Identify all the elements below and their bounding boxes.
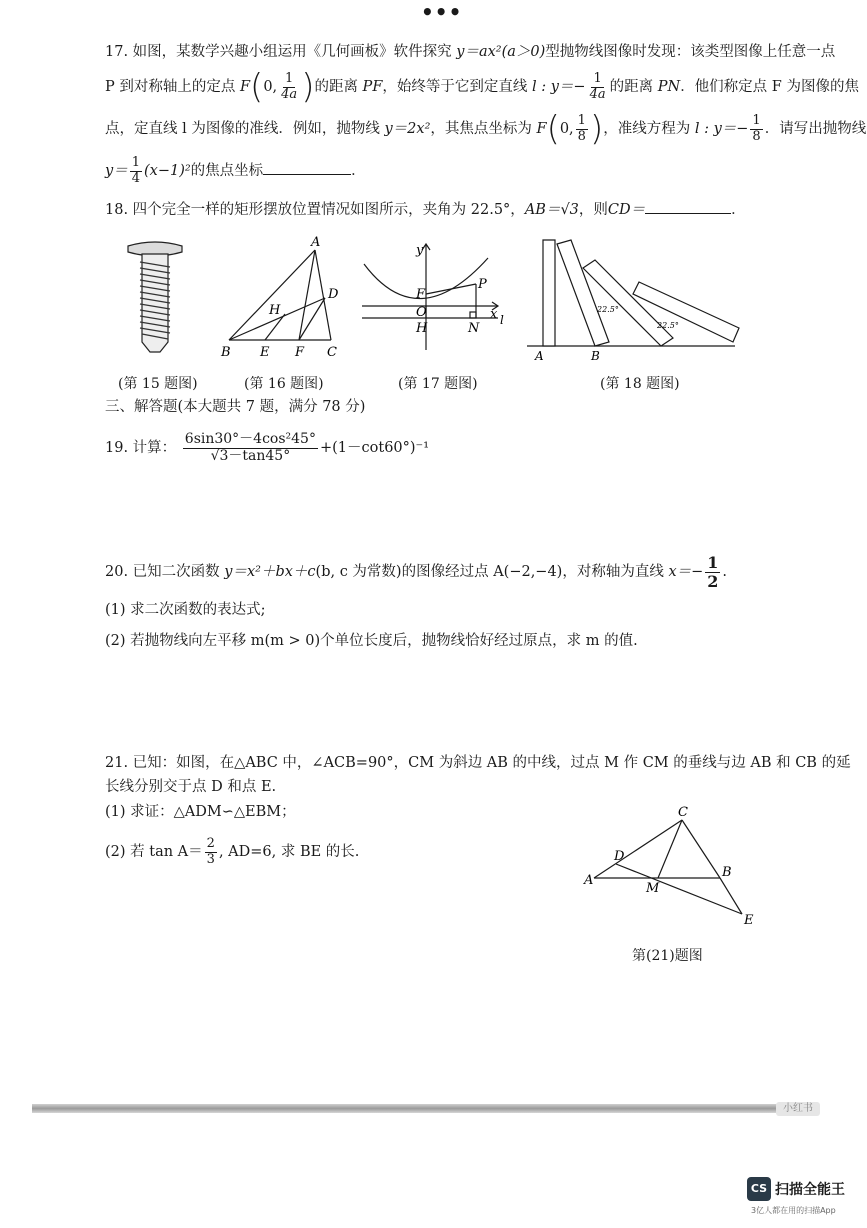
fig17-label-H: H: [416, 321, 428, 336]
caption-fig-15: (第 15 题图): [118, 376, 198, 392]
fig21-label-B: B: [722, 865, 732, 880]
scanner-watermark: [744, 1176, 859, 1220]
fig17-label-y: y: [416, 243, 424, 258]
fig16-label-H: H: [269, 303, 281, 318]
fig16-label-D: D: [328, 287, 339, 302]
fig16-label-F: F: [295, 345, 305, 360]
question-21-part-2: (2) 若 tan A＝ $\frac{2}{3}$ , AD=6, 求 BE 的长.: [105, 836, 360, 867]
q18-answer-blank[interactable]: [645, 213, 731, 214]
caption-fig-16: (第 16 题图): [244, 376, 324, 392]
question-20-part-1: (1) 求二次函数的表达式;: [105, 602, 266, 618]
more-options-icon[interactable]: •••: [421, 0, 463, 24]
fig16-label-E: E: [260, 345, 270, 360]
figure-15-screw: [120, 238, 190, 358]
question-20-line-1: 20. 已知二次函数 y＝x²＋bx＋c(b, c 为常数)的图像经过点 A(−2,−4)，对称轴为直线 x＝− $\frac{1}{2}$ .: [105, 552, 728, 591]
section-3-heading: 三、解答题(本大题共 7 题，满分 78 分): [105, 399, 366, 415]
caption-fig-21: 第(21)题图: [632, 948, 703, 964]
fig16-label-B: B: [221, 345, 231, 360]
fig21-label-A: A: [584, 873, 594, 888]
fig16-label-C: C: [327, 345, 337, 360]
caption-fig-17: (第 17 题图): [398, 376, 478, 392]
camscanner-logo-icon: CS: [747, 1177, 771, 1201]
fig18-label-A: A: [535, 349, 544, 363]
question-20-part-2: (2) 若抛物线向左平移 m(m > 0)个单位长度后，抛物线恰好经过原点，求 m 的值.: [105, 633, 638, 649]
q17-line-4: y＝ $\frac{1}{4}$ (x−1)²的焦点坐标 ．: [105, 155, 366, 186]
fig17-label-x: x: [490, 307, 498, 322]
fig17-label-F: F: [416, 287, 426, 302]
question-21-line-2: 长线分别交于点 D 和点 E.: [105, 779, 277, 795]
app-name: 扫描全能王: [775, 1182, 845, 1198]
fig21-label-E: E: [744, 913, 754, 928]
question-18: 18. 四个完全一样的矩形摆放位置情况如图所示，夹角为 22.5°，AB＝√3，则CD＝ ．: [105, 202, 746, 218]
fig21-label-C: C: [678, 805, 688, 820]
fig21-label-D: D: [614, 849, 625, 864]
q17-line-1: 17. 如图，某数学兴趣小组运用《几何画板》软件探究 y＝ax²(a＞0)型抛物线图像时发现：该类型图像上任意一点: [105, 44, 836, 60]
fig17-label-P: P: [478, 277, 487, 292]
fig16-label-A: A: [311, 235, 321, 250]
question-21-line-1: 21. 已知：如图，在△ABC 中，∠ACB=90°，CM 为斜边 AB 的中线，过点 M 作 CM 的垂线与边 AB 和 CB 的延: [105, 755, 851, 771]
fig18-angle-1: 22.5°: [597, 305, 619, 314]
fig17-label-O: O: [416, 305, 427, 320]
fig18-label-B: B: [591, 349, 600, 363]
q17-line-3: 点，定直线 l 为图像的准线．例如，抛物线 y＝2x²，其焦点坐标为 F(0, $\frac{1}{8}$ )，准线方程为 l : y＝− $\frac{1}{8}$ ．请写出抛物线: [105, 109, 867, 149]
figure-21-triangle: [580, 800, 760, 935]
question-19: 19. 计算： $\frac{\text{6sin30°－4cos²45°}}{√3-\tan 45^\circ}$ +(1－cot60°)⁻¹: [105, 431, 430, 464]
question-21-part-1: (1) 求证：△ADM∽△EBM；: [105, 804, 296, 820]
page-divider: [32, 1104, 810, 1113]
fig17-label-N: N: [468, 321, 480, 336]
caption-fig-18: (第 18 题图): [600, 376, 680, 392]
q17-line-2: P 到对称轴上的定点 F(0, $\frac{1}{4a}$ )的距离 PF，始终等于它到定直线 l : y＝− $\frac{1}{4a}$ 的距离 PN．他们称定点 F 为图像的焦: [105, 67, 859, 107]
figure-18-rectangles: [525, 232, 745, 367]
fig18-angle-2: 22.5°: [657, 321, 679, 330]
q17-answer-blank[interactable]: [263, 174, 351, 175]
figure-17-parabola: [358, 240, 508, 360]
app-slogan: 3亿人都在用的扫描App: [751, 1206, 836, 1215]
fig21-label-M: M: [646, 881, 660, 896]
figure-16-triangle: [215, 232, 345, 362]
fig17-label-l: l: [500, 313, 504, 327]
xiaohongshu-tab: 小红书: [776, 1102, 820, 1116]
